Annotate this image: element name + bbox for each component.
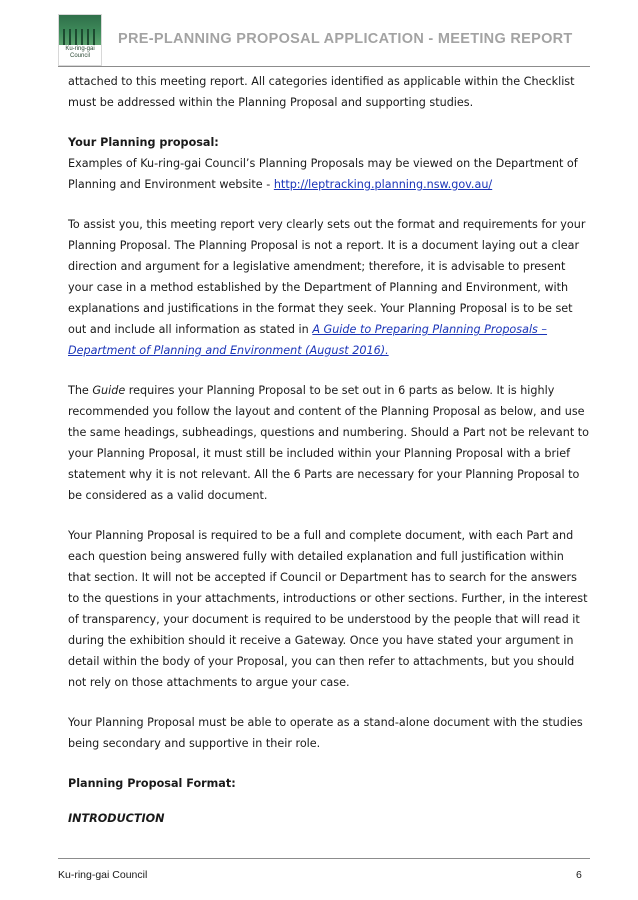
footer-organisation: Ku-ring-gai Council xyxy=(58,869,148,881)
paragraph-complete-document: Your Planning Proposal is required to be a full and complete document, with each Part and each question being answered fully with detailed explanation and full justification within that section. It will not be accepted if Council or Department has to search for the answers to the questions in your attachments, introductions or other sections. Further, in the interest of transparency, your document is required to be understood by the people that will read it during the exhibition should it receive a Gateway. Once you have stated your argument in detail within the body of your Proposal, you can then refer to attachments, but you should not rely on those attachments to argue your case. xyxy=(68,529,588,689)
leptracking-link[interactable]: http://leptracking.planning.nsw.gov.au/ xyxy=(273,178,493,191)
page-number: 6 xyxy=(576,869,582,881)
logo-text: Ku-ring-gai Council xyxy=(65,46,95,59)
paragraph-checklist: attached to this meeting report. All categories identified as applicable within the Checklist must be addressed within the Planning Proposal and supporting studies. xyxy=(68,75,575,109)
heading-planning-proposal-format: Planning Proposal Format: xyxy=(68,777,236,790)
document-title: PRE-PLANNING PROPOSAL APPLICATION - MEETING REPORT xyxy=(118,31,573,47)
guide-link[interactable]: A Guide to Preparing Planning Proposals – Department of Planning and Environment (August 2016). xyxy=(68,323,548,357)
paragraph-stand-alone: Your Planning Proposal must be able to operate as a stand-alone document with the studies being secondary and supportive in their role. xyxy=(68,716,583,750)
paragraph-six-parts: The Guide requires your Planning Proposal to be set out in 6 parts as below. It is highly recommended you follow the layout and content of the Planning Proposal as below, and use the same headings, subheadings, questions and numbering. Should a Part not be relevant to your Planning Proposal, it must still be included within your Planning Proposal with a brief statement why it is not relevant. All the 6 Parts are necessary for your Planning Proposal to be considered as a valid document. xyxy=(68,384,590,502)
paragraph-examples: Examples of Ku-ring-gai Council’s Planning Proposals may be viewed on the Department of Planning and Environment website - http://leptracking.planning.nsw.gov.au/ xyxy=(68,157,578,191)
header-divider xyxy=(58,66,590,67)
heading-your-planning-proposal: Your Planning proposal: xyxy=(68,136,219,149)
paragraph-format-requirements: To assist you, this meeting report very clearly sets out the format and requirements for your Planning Proposal. The Planning Proposal is not a report. It is a document laying out a clear direction and argument for a legislative amendment; therefore, it is advisable to present your case in a method established by the Department of Planning and Environment, with explanations and justifications in the format they seek. Your Planning Proposal is to be set out and include all information as stated in A Guide to Preparing Planning Proposals – Department of Planning and Environment (August 2016). xyxy=(68,218,586,357)
council-logo xyxy=(58,14,102,66)
page-content xyxy=(68,71,590,829)
heading-introduction: INTRODUCTION xyxy=(68,812,165,825)
footer-divider xyxy=(58,858,590,859)
page-header xyxy=(0,0,638,68)
